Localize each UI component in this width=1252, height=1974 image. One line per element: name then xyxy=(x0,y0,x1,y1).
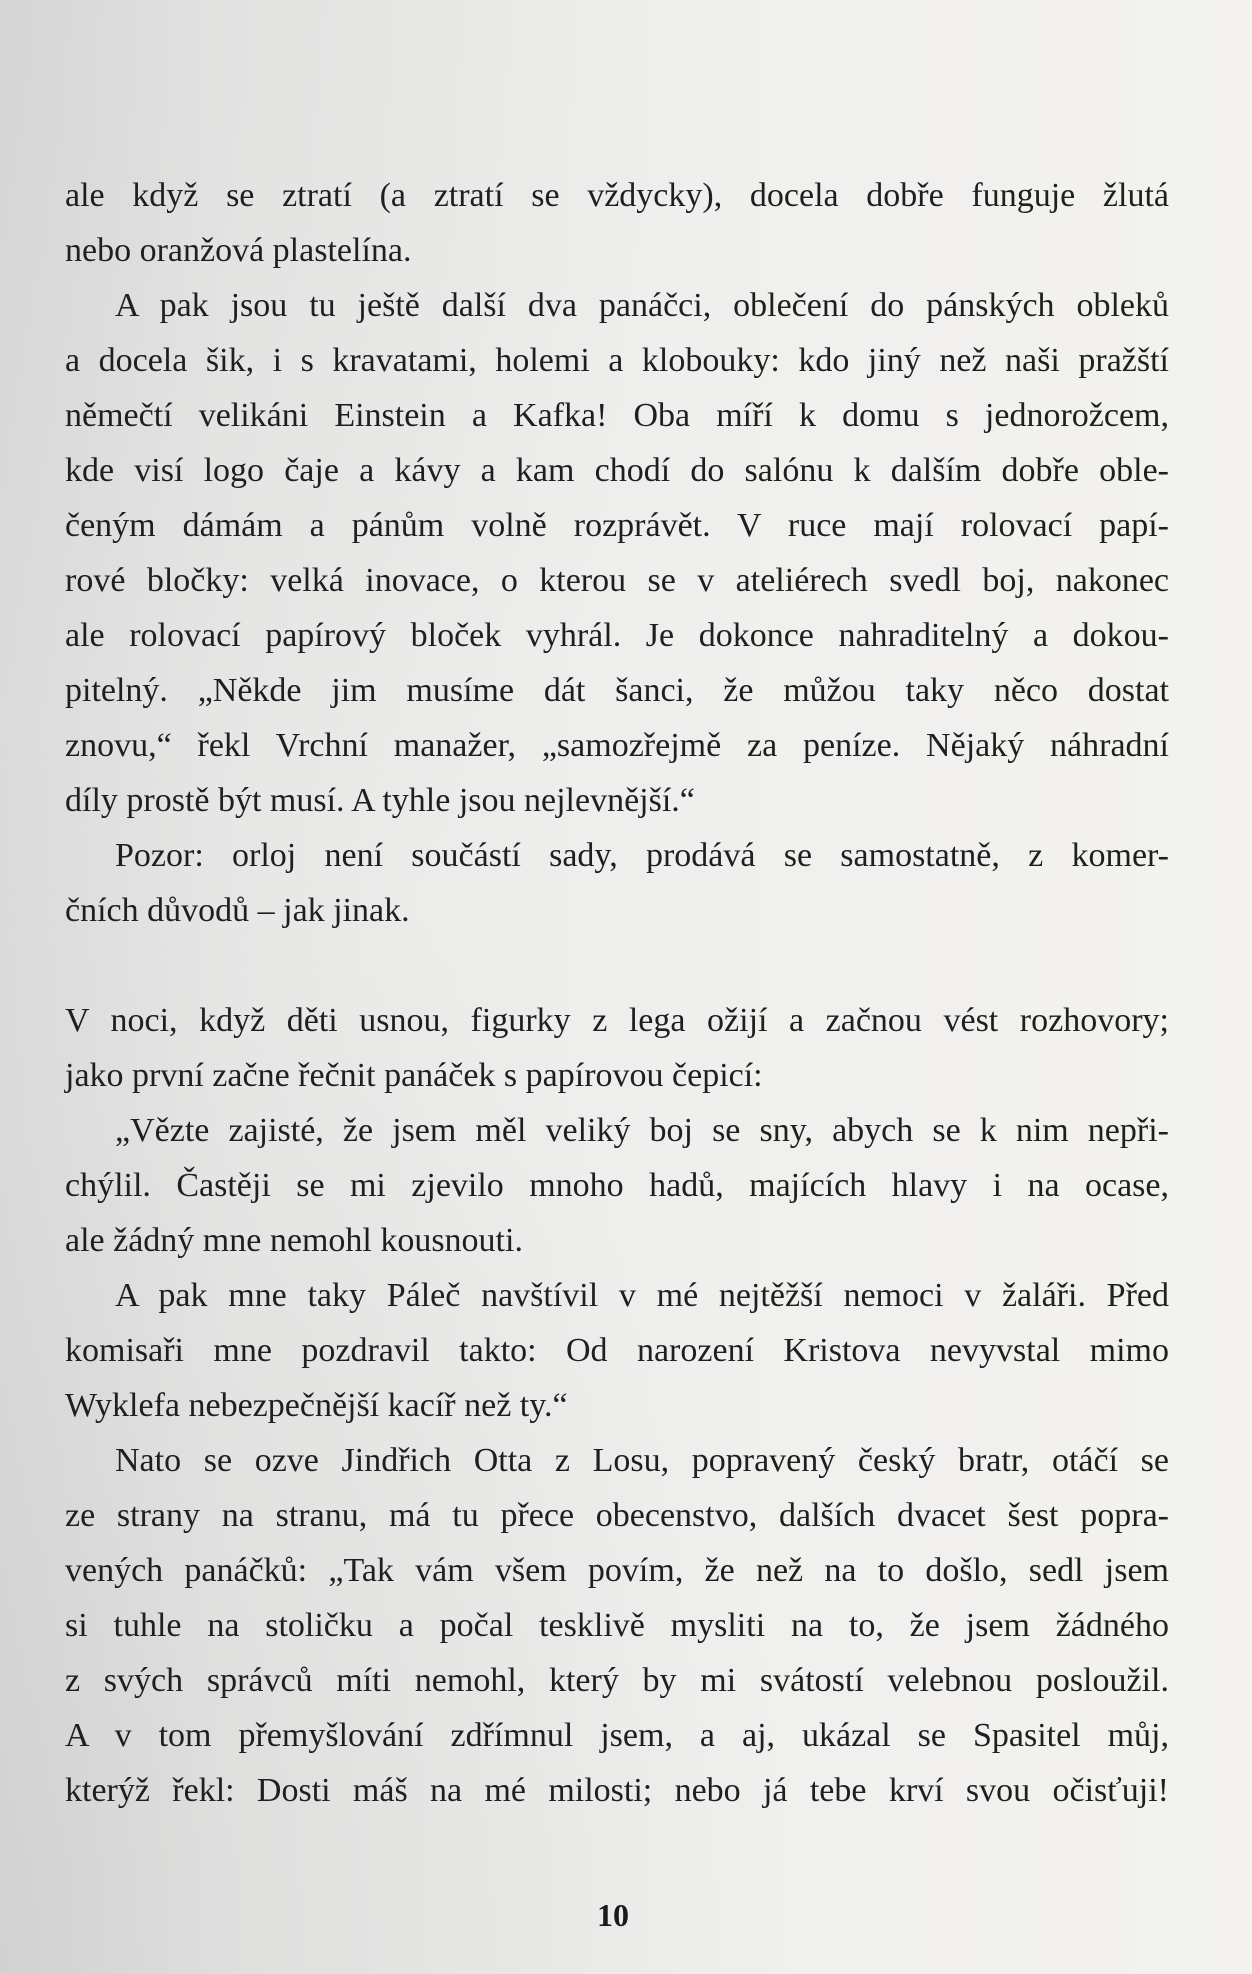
page-number: 10 xyxy=(597,1897,629,1933)
text-line: ale žádný mne nemohl kousnouti. xyxy=(65,1222,523,1259)
text-line: rové bločky: velká inovace, o kterou se v ateliérech svedl boj, nakonec xyxy=(65,562,1169,599)
text-line: němečtí velikáni Einstein a Kafka! Oba míří k domu s jednorožcem, xyxy=(65,397,1169,434)
paragraph xyxy=(65,993,1169,1103)
text-line: díly prostě být musí. A tyhle jsou nejlevnější.“ xyxy=(65,782,695,819)
text-line: si tuhle na stoličku a počal tesklivě mysliti na to, že jsem žádného xyxy=(65,1607,1169,1644)
paragraph xyxy=(65,828,1169,938)
text-line: Wyklefa nebezpečnější kacíř než ty.“ xyxy=(65,1387,568,1424)
text-line: „Vězte zajisté, že jsem měl veliký boj se sny, abych se k nim nepři- xyxy=(115,1112,1169,1149)
page-body-text xyxy=(65,168,1169,1818)
paragraph xyxy=(65,1268,1169,1433)
text-line: kde visí logo čaje a kávy a kam chodí do salónu k dalším dobře oble- xyxy=(65,452,1169,489)
text-line: jako první začne řečnit panáček s papírovou čepicí: xyxy=(65,1057,763,1094)
text-line: pitelný. „Někde jim musíme dát šanci, že můžou taky něco dostat xyxy=(65,672,1169,709)
text-line: ale když se ztratí (a ztratí se vždycky), docela dobře funguje žlutá xyxy=(65,177,1169,214)
text-line: vených panáčků: „Tak vám všem povím, že než na to došlo, sedl jsem xyxy=(65,1552,1169,1589)
text-line: Nato se ozve Jindřich Otta z Losu, popravený český bratr, otáčí se xyxy=(115,1442,1169,1479)
text-line: komisaři mne pozdravil takto: Od narození Kristova nevyvstal mimo xyxy=(65,1332,1169,1369)
text-line: A v tom přemyšlování zdřímnul jsem, a aj, ukázal se Spasitel můj, xyxy=(65,1717,1169,1754)
text-line: kterýž řekl: Dosti máš na mé milosti; nebo já tebe krví svou očisťuji! xyxy=(65,1772,1169,1809)
text-line: čeným dámám a pánům volně rozprávět. V ruce mají rolovací papí- xyxy=(65,507,1169,544)
text-line: z svých správců míti nemohl, který by mi svátostí velebnou posloužil. xyxy=(65,1662,1169,1699)
paragraph xyxy=(65,1433,1169,1818)
section-break xyxy=(65,938,1169,993)
text-line: nebo oranžová plastelína. xyxy=(65,232,412,269)
paragraph xyxy=(65,1103,1169,1268)
text-line: chýlil. Častěji se mi zjevilo mnoho hadů, majících hlavy i na ocase, xyxy=(65,1167,1169,1204)
text-line: ze strany na stranu, má tu přece obecenstvo, dalších dvacet šest popra- xyxy=(65,1497,1169,1534)
text-line: Pozor: orloj není součástí sady, prodává se samostatně, z komer- xyxy=(115,837,1169,874)
text-line: A pak jsou tu ještě další dva panáčci, oblečení do pánských obleků xyxy=(115,287,1169,324)
paragraph xyxy=(65,168,1169,278)
text-line: čních důvodů – jak jinak. xyxy=(65,892,410,929)
text-line: ale rolovací papírový bloček vyhrál. Je dokonce nahraditelný a dokou- xyxy=(65,617,1169,654)
paragraph xyxy=(65,278,1169,828)
text-line: znovu,“ řekl Vrchní manažer, „samozřejmě za peníze. Nějaký náhradní xyxy=(65,727,1169,764)
text-line: V noci, když děti usnou, figurky z lega ožijí a začnou vést rozhovory; xyxy=(65,1002,1169,1039)
text-line: a docela šik, i s kravatami, holemi a klobouky: kdo jiný než naši pražští xyxy=(65,342,1169,379)
text-line: A pak mne taky Páleč navštívil v mé nejtěžší nemoci v žaláři. Před xyxy=(115,1277,1169,1314)
